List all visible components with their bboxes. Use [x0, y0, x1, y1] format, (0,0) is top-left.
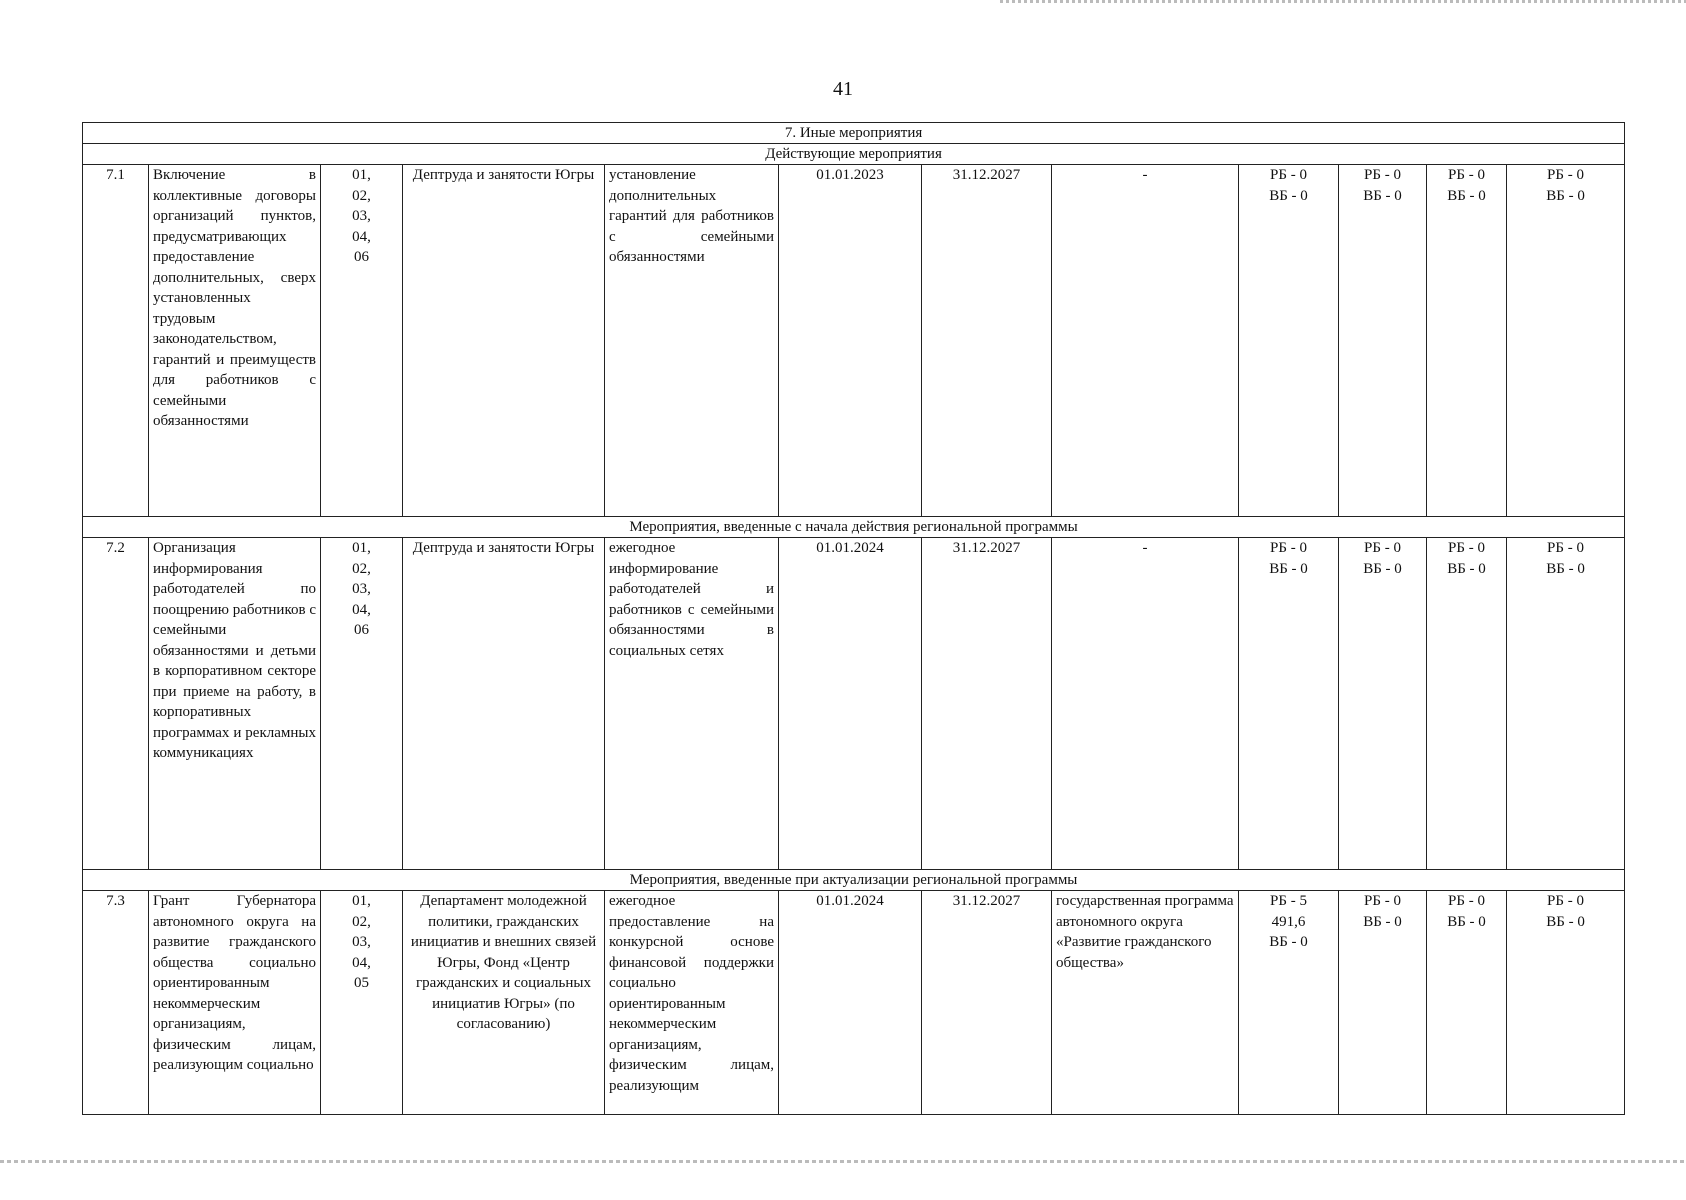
funding-1: РБ - 0 ВБ - 0 — [1239, 538, 1339, 870]
executor: Дептруда и занятости Югры — [403, 165, 605, 517]
funding-4: РБ - 0 ВБ - 0 — [1507, 891, 1625, 1115]
expected-result: установление дополнительных гарантий для работников с семейными обязанностями — [605, 165, 779, 517]
row-number: 7.1 — [83, 165, 149, 517]
section-introduced-update: Мероприятия, введенные при актуализации региональной программы — [83, 870, 1625, 891]
measure-name: Организация информирования работодателей по поощрению работников с семейными обязанностями и детьми в корпоративном секторе при приеме на работу, в корпоративных программах и рекламных коммуникациях — [149, 538, 321, 870]
measures-table — [82, 122, 1625, 1115]
funding-2: РБ - 0 ВБ - 0 — [1339, 165, 1427, 517]
funding-2: РБ - 0 ВБ - 0 — [1339, 891, 1427, 1115]
state-program: - — [1052, 165, 1239, 517]
measure-name: Грант Губернатора автономного округа на развитие гражданского общества социально ориентированным некоммерческим организациям, физическим лицам, реализующим социально — [149, 891, 321, 1115]
table-row — [83, 538, 1625, 870]
state-program: - — [1052, 538, 1239, 870]
expected-result: ежегодное информирование работодателей и работников с семейными обязанностями в социальных сетях — [605, 538, 779, 870]
expected-result: ежегодное предоставление на конкурсной основе финансовой поддержки социально ориентированным некоммерческим организациям, физическим лицам, реализующим — [605, 891, 779, 1115]
funding-3: РБ - 0 ВБ - 0 — [1427, 538, 1507, 870]
end-date: 31.12.2027 — [922, 165, 1052, 517]
section-introduced-start: Мероприятия, введенные с начала действия региональной программы — [83, 517, 1625, 538]
task-codes: 01, 02, 03, 04, 06 — [321, 538, 403, 870]
task-codes: 01, 02, 03, 04, 05 — [321, 891, 403, 1115]
row-number: 7.3 — [83, 891, 149, 1115]
funding-3: РБ - 0 ВБ - 0 — [1427, 165, 1507, 517]
scan-top-edge — [1000, 0, 1686, 3]
start-date: 01.01.2024 — [779, 891, 922, 1115]
funding-4: РБ - 0 ВБ - 0 — [1507, 538, 1625, 870]
funding-1: РБ - 0 ВБ - 0 — [1239, 165, 1339, 517]
section-main-heading: 7. Иные мероприятия — [83, 123, 1625, 144]
state-program: государственная программа автономного округа «Развитие гражданского общества» — [1052, 891, 1239, 1115]
funding-2: РБ - 0 ВБ - 0 — [1339, 538, 1427, 870]
end-date: 31.12.2027 — [922, 891, 1052, 1115]
funding-3: РБ - 0 ВБ - 0 — [1427, 891, 1507, 1115]
scan-bottom-edge — [0, 1160, 1686, 1163]
start-date: 01.01.2023 — [779, 165, 922, 517]
page-number: 41 — [833, 78, 853, 100]
measure-name: Включение в коллективные договоры организаций пунктов, предусматривающих предоставление дополнительных, сверх установленных трудовым законодательством, гарантий и преимуществ для работников с семейными обязанностями — [149, 165, 321, 517]
funding-1: РБ - 5 491,6 ВБ - 0 — [1239, 891, 1339, 1115]
start-date: 01.01.2024 — [779, 538, 922, 870]
table-row — [83, 891, 1625, 1115]
funding-4: РБ - 0 ВБ - 0 — [1507, 165, 1625, 517]
executor: Департамент молодежной политики, гражданских инициатив и внешних связей Югры, Фонд «Центр гражданских и социальных инициатив Югры» (по согласованию) — [403, 891, 605, 1115]
section-current-measures: Действующие мероприятия — [83, 144, 1625, 165]
end-date: 31.12.2027 — [922, 538, 1052, 870]
row-number: 7.2 — [83, 538, 149, 870]
executor: Дептруда и занятости Югры — [403, 538, 605, 870]
table-row — [83, 165, 1625, 517]
task-codes: 01, 02, 03, 04, 06 — [321, 165, 403, 517]
